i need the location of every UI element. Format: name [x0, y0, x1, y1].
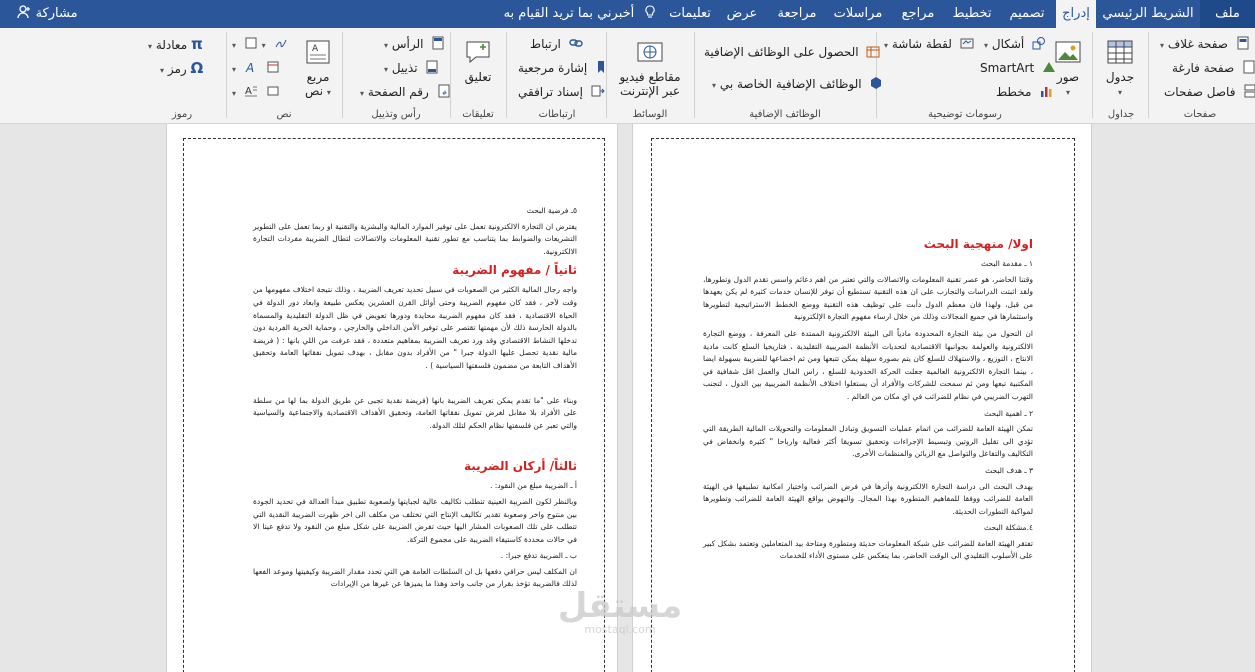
dropdown-arrow-icon: ▾	[232, 65, 237, 74]
group-divider	[226, 32, 227, 118]
svg-text:A: A	[244, 86, 252, 97]
smartart-label: SmartArt	[980, 61, 1035, 75]
online-video-label-line2: عبر الإنترنت	[619, 84, 681, 98]
blank-line	[253, 377, 577, 395]
tab-home[interactable]: الشريط الرئيسي	[1102, 6, 1194, 21]
watermark-url: mostaql.com	[584, 623, 656, 636]
section-heading: ٢ ـ اهمية البحث	[984, 408, 1033, 418]
text-box-label-line2: نص	[305, 84, 324, 98]
lightbulb-icon	[644, 5, 656, 19]
comment-icon	[464, 38, 492, 66]
shapes-icon	[1032, 36, 1046, 50]
omega-icon: Ω	[190, 59, 204, 77]
equation-label: معادلة	[155, 38, 188, 52]
group-label-symbols: رموز	[171, 109, 193, 120]
online-video-label: مقاطع فيديو	[619, 70, 681, 84]
chart-icon	[1039, 84, 1053, 98]
header-button[interactable]	[384, 36, 445, 54]
watermark-brand: مستقل	[557, 586, 683, 626]
dropdown-arrow-icon: ▾	[1117, 88, 1122, 97]
page-right-text[interactable]	[703, 232, 1033, 567]
dropdown-arrow-icon: ▾	[984, 41, 989, 50]
paragraph: ان التحول من بيئة التجارة المحدودة مادياً الى البيئة الالكترونية الممتدة على المعرفة ، ووضع التجارة الالكترونية والعولمة بجوانبها الاقتصادية لتحديات الأنظمة الضريبية التقليدية ، فتاريخيا السلع كانت مادية الانتاج ، التوزيع ، والاستهلاك للسلع كان يتم بصورة سهلة يمكن تتبعها ومن ثم اخضاعها للضريبة بسهولة ايضا ، بينما التجارة الالكترونية العالمية جعلت الحركة الحدودية للسلع ، راس المال والعمل اقل شفافية في المكتبية تبعها ومن ثم سمحت للشركات والأفراد أن يستغلوا اختلاف الأنظمة الضريبية بين الدول ، لتجنب التهرب الضريبي في نظام للضرائب في اي مكان من العالم .	[703, 328, 1033, 401]
screenshot-icon	[960, 36, 974, 50]
dropcap-button[interactable]	[232, 84, 280, 102]
cover-page-label: صفحة غلاف	[1167, 37, 1228, 51]
blank-page-button[interactable]	[1172, 60, 1255, 76]
signature-line-icon	[274, 36, 288, 50]
tab-layout[interactable]: تخطيط	[952, 6, 992, 21]
group-divider	[342, 32, 343, 118]
shapes-label: أشكال	[991, 37, 1025, 51]
ribbon	[0, 28, 1255, 124]
tab-file[interactable]: ملف	[1200, 0, 1255, 28]
pictures-label: صور	[1056, 70, 1080, 84]
page-number-label: رقم الصفحة	[367, 85, 429, 99]
header-icon	[431, 36, 445, 50]
group-label-pages: صفحات	[1183, 109, 1217, 120]
share-label: مشاركة	[35, 6, 78, 21]
page-number-button[interactable]	[360, 84, 451, 102]
section-heading: ٣ ـ هدف البحث	[985, 465, 1033, 475]
page-left-text[interactable]	[253, 202, 577, 595]
svg-text:#: #	[441, 90, 447, 97]
blank-line	[253, 436, 577, 454]
group-divider	[1092, 32, 1093, 118]
my-addins-label: الوظائف الإضافية الخاصة بي	[719, 77, 862, 91]
dropdown-arrow-icon: ▾	[884, 41, 889, 50]
bookmark-label: إشارة مرجعية	[518, 61, 588, 75]
dropdown-arrow-icon: ▾	[712, 81, 717, 90]
group-label-addins: الوظائف الإضافية	[749, 109, 821, 120]
dropdown-arrow-icon: ▾	[232, 41, 237, 50]
dropdown-arrow-icon: ▾	[1065, 88, 1070, 97]
my-addins-icon	[869, 76, 883, 90]
tab-insert[interactable]: إدراج	[1056, 0, 1096, 28]
equation-button[interactable]	[148, 36, 203, 55]
dropdown-arrow-icon: ▾	[326, 88, 331, 97]
group-divider	[450, 32, 451, 118]
tab-references[interactable]: مراجع	[901, 6, 935, 21]
text-box-label: مربع	[306, 70, 330, 84]
paragraph: ان المكلف ليس حرافي دفعها بل ان السلطات العامة هي التي تحدد مقدار الضريبة وكيفيتها وموعد الفعها لذلك فالضريبة تؤخذ بقرار من جانب واحد وهذا ما يميزها عن غيرها من الإيرادات	[253, 566, 577, 589]
group-label-header-footer: رأس وتذييل	[371, 109, 421, 120]
group-divider	[1148, 32, 1149, 118]
tab-review[interactable]: مراجعة	[777, 6, 817, 21]
get-addins-label: الحصول على الوظائف الإضافية	[704, 45, 859, 59]
bookmark-button[interactable]	[518, 60, 609, 76]
tell-me-search[interactable]	[500, 0, 660, 28]
table-icon	[1106, 38, 1134, 66]
blank-page-label: صفحة فارغة	[1172, 61, 1235, 75]
footer-icon	[425, 60, 439, 74]
dropdown-arrow-icon: ▾	[384, 65, 389, 74]
section-title: ثالثاً/ أركان الضريبة	[464, 459, 577, 474]
group-divider	[694, 32, 695, 118]
page-break-label: فاصل صفحات	[1164, 85, 1236, 99]
paragraph: واجه رجال المالية الكثير من الصعوبات في سبيل تحديد تعريف الضريبة ، وذلك نتيجة اختلاف مفهومها من وقت لآخر ، فقد كان مفهوم الضريبة وحتى أوائل القرن العشرين يعكس طبيعة وابعاد دور الدولة في الحياة الاقتصادية ، فقد كان مفهوم الضريبة محايدة ودورها تعويض في ظل الدولة التقليدية والمسماة بالدولة الحارسة ذلك لأن مهمتها تقتصر على توفير الأمن الداخلي والخارجي ، وحماية الحرية الفردية دون تدخلها النشاط الاقتصادي وقد ورد تعريف الضريبة بمفاهيم متعددة ، فقد عرفت من اللي بانها : ( فريضة مالية نقدية تحصل عليها الدولة جبرا " من الأفراد بدون مقابل ، بهدف تمويل نفقاتها العامة وتحقيق الأهداف التابعة من مضمون فلسفتها السياسية ) .	[253, 285, 577, 370]
section-heading: ١ ـ مقدمة البحث	[980, 259, 1033, 268]
my-addins-button[interactable]	[712, 76, 883, 94]
cross-reference-label: إسناد ترافقي	[518, 85, 583, 99]
link-button[interactable]	[530, 36, 583, 52]
section-title: ثانياً / مفهوم الضريبة	[452, 263, 577, 278]
section-heading: ٤.مشكلة البحث	[984, 523, 1033, 533]
cross-reference-button[interactable]	[518, 84, 605, 100]
section-heading: أ ـ الضريبة مبلغ من النقود: .	[489, 481, 577, 491]
section-heading: ب ـ الضريبة تدفع جبرا: .	[500, 551, 577, 561]
new-comment-button[interactable]	[456, 38, 500, 84]
text-box-icon	[304, 38, 332, 66]
tab-view[interactable]: عرض	[726, 6, 758, 21]
paragraph: وبناء على "ما تقدم يمكن تعريف الضريبة بانها (فريضة نقدية تجبى عن طريق الدولة بما لها من سلطة على الأفراد بلا مقابل لغرض تمويل نفقاتها العامة، وتحقيق الأهداف الاقتصادية والاجتماعية والسياسية والتي تعبر عن فلسفتها نظام الحكم لتلك الدولة.	[253, 395, 577, 430]
group-label-tables: جداول	[1107, 109, 1135, 120]
dropcap-icon	[244, 84, 258, 98]
cross-reference-icon	[591, 84, 605, 98]
table-label: جدول	[1105, 70, 1135, 84]
footer-label: تذييل	[391, 61, 418, 75]
page-break-icon	[1243, 84, 1255, 98]
cover-page-icon	[1236, 36, 1250, 50]
chart-button[interactable]	[996, 84, 1053, 100]
wordart-button[interactable]	[232, 60, 280, 78]
screenshot-label: لقطة شاشة	[891, 37, 952, 51]
pictures-icon	[1054, 38, 1082, 66]
bookmark-icon	[595, 60, 609, 74]
group-label-illustrations: رسومات توضيحية	[928, 109, 1002, 120]
paragraph: وبالنظر لكون الضريبة العينية تتطلب تكاليف عالية لجبايتها ولصعوبة تطبيق مبدأ العدالة في تحديد الجودة بين منتوج واخر وصعوبة تقدير تكاليف الإنتاج التي تختلف من مكلف الى اخر ظهرت الضريبة النقدية التي تتطلب على تلك الصعوبات المشار اليها حيث تفرض الضريبة على شكل مبلغ من النقود ولا تدفع عينا الا في حالات محددة كاستيفاء الضريبة على مجموع التركة.	[253, 496, 577, 544]
footer-button[interactable]	[384, 60, 439, 78]
group-label-links: ارتباطات	[538, 109, 576, 120]
chart-label: مخطط	[996, 85, 1032, 99]
wordart-icon	[244, 60, 258, 74]
svg-text:A: A	[312, 44, 319, 54]
smartart-button[interactable]	[980, 60, 1056, 76]
group-label-comments: تعليقات	[462, 109, 494, 120]
link-icon	[569, 36, 583, 50]
section-heading: ٥ـ فرضية البحث	[526, 206, 577, 215]
tab-help[interactable]: تعليمات	[669, 6, 711, 21]
blank-page-icon	[1242, 60, 1255, 74]
new-comment-label: تعليق	[464, 70, 492, 84]
dropdown-arrow-icon: ▾	[360, 89, 365, 98]
object-icon	[266, 84, 280, 98]
group-label-media: الوسائط	[632, 109, 668, 120]
paragraph: يفترض ان التجارة الالكترونية تعمل على توفير الموارد المالية والبشرية والتقنية او ربما تعمل على التطوير التشريعات والضوابط بما يتناسب مع تطور تقنية المعلومات والاتصالات لتطال الضريبة مفردات التجارة الالكترونية.	[253, 221, 577, 256]
dropdown-arrow-icon: ▾	[160, 66, 165, 75]
pi-icon: π	[190, 35, 203, 53]
tab-design[interactable]: تصميم	[1009, 6, 1045, 21]
tell-me-label: أخبرني بما تريد القيام به	[503, 6, 635, 21]
header-label: الرأس	[391, 37, 424, 51]
table-button[interactable]	[1100, 38, 1140, 100]
screenshot-button[interactable]	[884, 36, 974, 54]
watermark-logo	[520, 588, 720, 636]
paragraph: يهدف البحث الى دراسة التجارة الالكترونية وأثرها في فرض الضرائب واختيار امكانية تطبيقها في الهيئة العامة للضرائب ووفقا للمفاهيم المتطورة بهذا المجال. والنهوض بواقع الهيئة العامة للضرائب وتطويرها لمواكبة التطورات الحديثة.	[703, 481, 1033, 516]
paragraph: تمكن الهيئة العامة للضرائب من اتمام عمليات التسويق وتبادل المعلومات والتحويلات المالية الطريقة التي تؤدي الى تقليل الروتين وتبسيط الإجراءات وتحقيق تسويقا أكثر فعالية وارباحا " كثيرة وانخفاض في التكاليف والتفاعل والتواصل مع الزبائن والمنظمات الأخرى.	[703, 424, 1033, 459]
dropdown-arrow-icon: ▾	[148, 42, 153, 51]
group-label-text: نص	[276, 109, 292, 120]
text-box-button[interactable]	[298, 38, 338, 100]
online-video-icon	[636, 38, 664, 66]
page-number-icon	[437, 84, 451, 98]
menu-bar	[0, 0, 1255, 28]
dropdown-arrow-icon: ▾	[1160, 41, 1165, 50]
svg-text:A: A	[245, 61, 255, 74]
group-divider	[506, 32, 507, 118]
quick-parts-icon	[244, 36, 258, 50]
section-title: اولا/ منهجية البحث	[923, 237, 1033, 251]
online-video-button[interactable]	[612, 38, 688, 98]
date-time-icon	[266, 60, 280, 74]
quick-parts-button[interactable]	[232, 36, 288, 54]
dropdown-arrow-icon: ▾	[261, 41, 266, 50]
dropdown-arrow-icon: ▾	[232, 89, 237, 98]
cover-page-button[interactable]	[1160, 36, 1250, 54]
dropdown-arrow-icon: ▾	[384, 41, 389, 50]
paragraph: وقتنا الحاضر، هو عصر تقنية المعلومات والاتصالات والتي تعتبر من اهم دعائم واسس تقدم الدول وتطورها، ولقد اثبتت الدراسات والتجارب على ان هذه التقنية تستطيع أن توفر للإنسان خدمات كثيرة لم يكن يعهدها من قبل، ولهذا فان معظم الدول دأبت على توظيف هذه التقنية ووضع الخطط الاستراتيجية لتطويرها واستثمارها في جميع المجالات وذلك من خلال ارساء مفهوم التجارة الإلكترونية	[703, 274, 1033, 322]
share-button[interactable]	[0, 0, 95, 28]
store-icon	[866, 44, 880, 58]
page-break-button[interactable]	[1164, 84, 1255, 100]
link-label: ارتباط	[530, 37, 561, 51]
paragraph: تفتقر الهيئة العامة للضرائب على شبكة المعلومات حديثة ومتطورة ومتاحة بيد المتعاملين وتعتمد بشكل كبير على الأسلوب التقليدي الى الوقت الحاضر، بما ينعكس على مستوى الأداء للخدمات	[703, 538, 1033, 561]
symbol-label: رمز	[167, 62, 187, 76]
share-person-icon	[17, 5, 31, 19]
symbol-button[interactable]	[160, 60, 203, 79]
tab-mailings[interactable]: مراسلات	[833, 6, 883, 21]
smartart-icon	[1042, 60, 1056, 74]
shapes-button[interactable]	[984, 36, 1046, 54]
get-addins-button[interactable]	[704, 44, 880, 60]
